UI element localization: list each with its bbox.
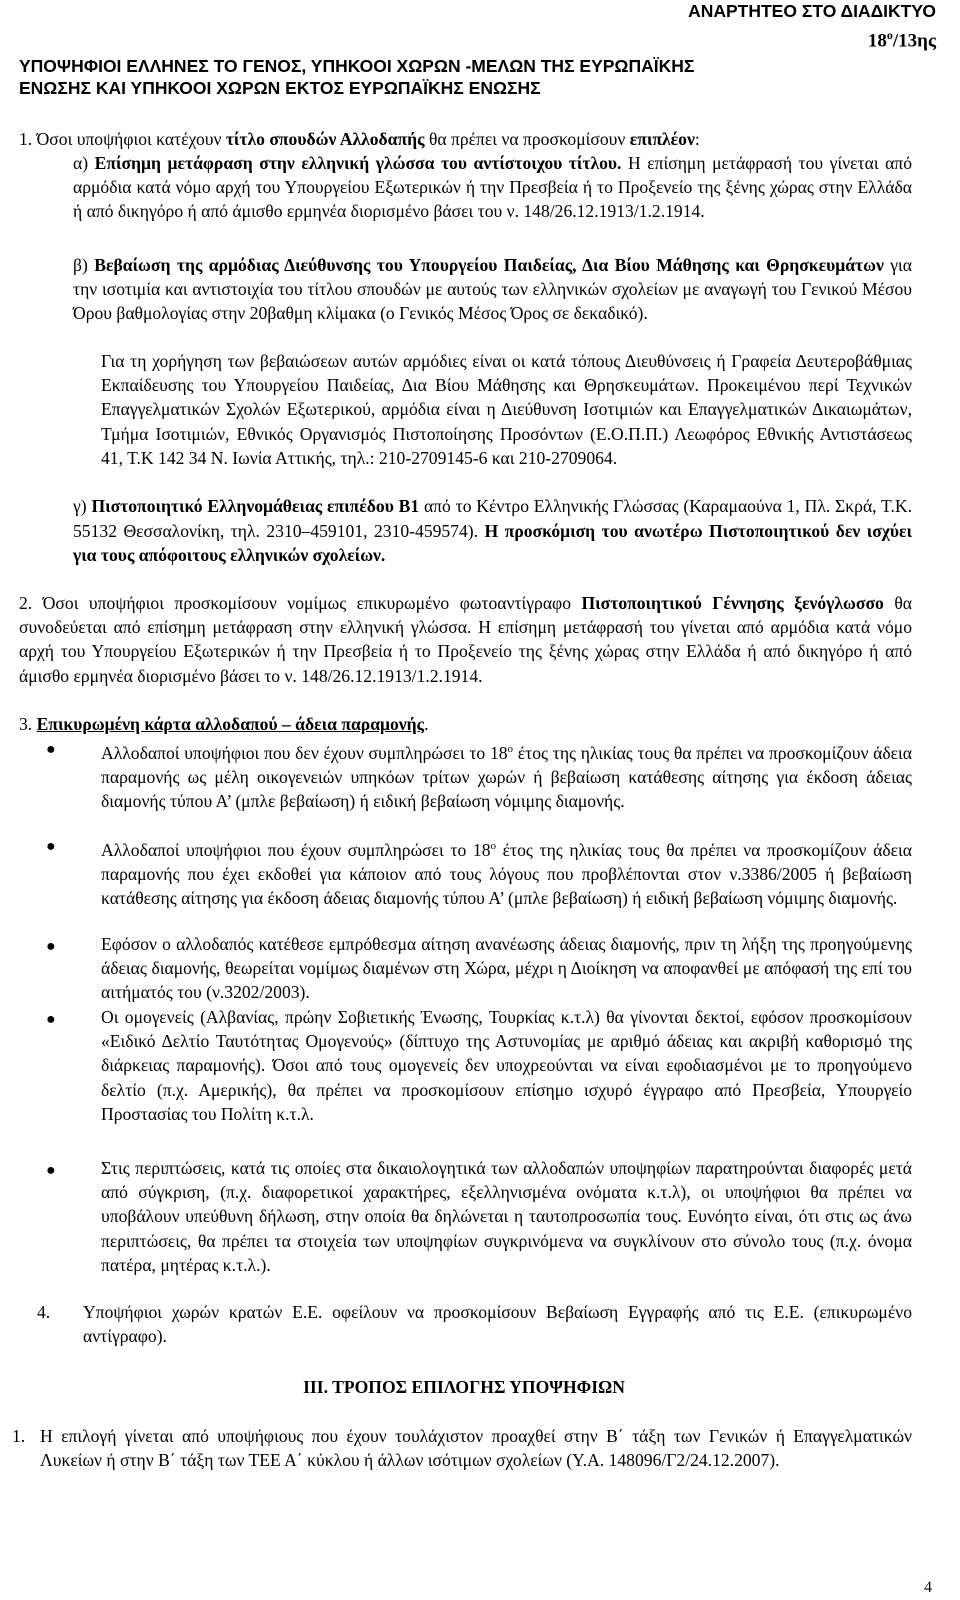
item1-intro: 1. Όσοι υποψήφιοι κατέχουν τίτλο σπουδών Αλλοδαπής θα πρέπει να προσκομίσουν επιπλέον: [19,129,700,149]
item1-paragraph-b: β) Βεβαίωση της αρμόδιας Διεύθυνσης του Υπουργείου Παιδείας, Δια Βίου Μάθησης και Θρησκευμάτων για την ισοτιμία και αντιστοιχία του τίτλου σπουδών με αυτούς των ελληνικών σχολείων με αναγωγή του Γενικού Μέσου Όρου βαθμολογίας στην 20βαθμη κλίμακα (ο Γενικός Μέσος Όρος σε δεκαδικό). [73,255,912,323]
section-title: ΙΙΙ. ΤΡΟΠΟΣ ΕΠΙΛΟΓΗΣ ΥΠΟΨΗΦΙΩΝ [303,1377,625,1397]
session-date: $18^o/13\eta\varsigma$ [867,28,936,52]
bullet-icon: ● [46,938,56,955]
item3-bullet-3: Εφόσον ο αλλοδαπός κατέθεσε εμπρόθεσμα αίτηση ανανέωσης άδειας διαμονής, πριν τη λήξη της προηγούμενης άδειας διαμονής, θεωρείται νομίμως διαμένων στη Χώρα, μέχρι η Διοίκηση να αποφανθεί με απόφασή της επί του αιτήματός του (ν.3202/2003). [101,934,912,1003]
page-title-line2: ΕΝΩΣΗΣ ΚΑΙ ΥΠΗΚΟΟΙ ΧΩΡΩΝ ΕΚΤΟΣ ΕΥΡΩΠΑΪΚΗΣ ΕΝΩΣΗΣ [19,78,541,98]
page-number: 4 [924,1579,932,1596]
item3-bullet-1: Αλλοδαποί υποψήφιοι που δεν έχουν συμπληρώσει το $18^o$ έτος της ηλικίας τους θα πρέπει να προσκομίζουν άδεια παραμονής ως μέλη οικογενειών υπηκόων τρίτων χωρών ή βεβαίωση κατάθεσης αίτησης για έκδοση άδειας διαμονής τύπου Α’ (μπλε βεβαίωση) ή ειδική βεβαίωση νόμιμης διαμονής. [101,742,913,812]
item3-heading: 3. Επικυρωμένη κάρτα αλλοδαπού – άδεια παραμονής. [19,714,429,734]
bullet-icon: ● [46,838,56,855]
bullet-icon: ● [46,1011,56,1028]
page-title [19,55,939,99]
item1-paragraph-c: γ) Πιστοποιητικό Ελληνομάθειας επιπέδου Β1 από το Κέντρο Ελληνικής Γλώσσας (Καραμαούνα 1, Πλ. Σκρά, Τ.Κ. 55132 Θεσσαλονίκη, τηλ. 2310–459101, 2310-459574). Η προσκόμιση του ανωτέρω Πιστοποιητικού δεν ισχύει για τους απόφοιτους ελληνικών σχολείων. [73,496,913,565]
bullet-icon: ● [46,741,56,758]
item3-bullet-5: Στις περιπτώσεις, κατά τις οποίες στα δικαιολογητικά των αλλοδαπών υποψηφίων παρατηρούνται διαφορές μετά από σύγκριση, (π.χ. διαφορετικοί χαρακτήρες, εξελληνισμένα ονόματα κ.τ.λ), οι υποψήφιοι θα πρέπει να υποβάλουν υπεύθυνη δήλωση, στην οποία θα δηλώνεται η ταυτοπροσωπία τους. Ευνόητο είναι, ότι στις ως άνω περιπτώσεις, θα πρέπει τα στοιχεία των υποψηφίων συγκρινόμενα να συγκλίνουν στο σύνολο τους (π.χ. όνομα πατέρα, μητέρας κ.τ.λ.). [101,1158,912,1275]
item1-paragraph-a: α) Επίσημη μετάφραση στην ελληνική γλώσσα του αντίστοιχου τίτλου. Η επίσημη μετάφρασή του γίνεται από αρμόδια κατά νόμο αρχή του Υπουργείου Εξωτερικών ή την Πρεσβεία ή το Προξενείο της ξένης χώρας στην Ελλάδα ή από δικηγόρο ή από άμισθο ερμηνέα διορισμένο βάσει του ν. 148/26.12.1913/1.2.1914. [73,153,912,222]
item3-bullet-4: Οι ομογενείς (Αλβανίας, πρώην Σοβιετικής Ένωσης, Τουρκίας κ.τ.λ) θα γίνονται δεκτοί, εφόσον προσκομίσουν «Ειδικό Δελτίο Ταυτότητας Ομογενούς» (δίπτυχο της Αστυνομίας με αριθμό άδειας και ακριβή καθορισμό της διάρκειας παραμονής). Όσοι από τους ομογενείς δεν υποχρεούνται να είναι εφοδιασμένοι με το προηγούμενο δελτίο (π.χ. Αμερικής), θα πρέπει να προσκομίσουν επίσημο ισχυρό έγγραφο από Πρεσβεία, Υπουργείο Προστασίας του Πολίτη κ.τ.λ. [101,1007,912,1124]
item4-paragraph: Υποψήφιοι χωρών κρατών Ε.Ε. οφείλουν να προσκομίσουν Βεβαίωση Εγγραφής από τις Ε.Ε. (επικυρωμένο αντίγραφο). [83,1302,912,1347]
item4-number: 4. [37,1302,51,1322]
posted-online-label: ΑΝΑΡΤΗΤΕΟ ΣΤΟ ΔΙΑΔΙΚΤΥΟ [688,1,936,21]
item3-bullet-2: Αλλοδαποί υποψήφιοι που έχουν συμπληρώσει το $18^o$ έτος της ηλικίας τους θα πρέπει να προσκομίζουν άδεια παραμονής που έχει εκδοθεί για κάποιον από τους λόγους που προβλέπονται στον ν.3386/2005 ή βεβαίωση κατάθεσης αίτησης για έκδοση άδειας διαμονής τύπου Α’ (μπλε βεβαίωση) ή ειδική βεβαίωση νόμιμης διαμονής. [101,839,912,909]
page-title-line1: ΥΠΟΨΗΦΙΟΙ ΕΛΛΗΝΕΣ ΤΟ ΓΕΝΟΣ, ΥΠΗΚΟΟΙ ΧΩΡΩΝ -ΜΕΛΩΝ ΤΗΣ ΕΥΡΩΠΑΪΚΗΣ [19,56,695,76]
item2-paragraph: 2. Όσοι υποψήφιοι προσκομίσουν νομίμως επικυρωμένο φωτοαντίγραφο Πιστοποιητικού Γέννησης ξενόγλωσσο θα συνοδεύεται από επίσημη μετάφραση στην ελληνική γλώσσα. Η επίσημη μετάφρασή του γίνεται από αρμόδια κατά νόμο αρχή του Υπουργείου Εξωτερικών ή την Πρεσβεία ή το Προξενείο της ξένης χώρας στην Ελλάδα ή από δικηγόρο ή από άμισθο ερμηνέα διορισμένο βάσει το ν. 148/26.12.1913/1.2.1914. [19,593,913,686]
item1-paragraph-b-authorities: Για τη χορήγηση των βεβαιώσεων αυτών αρμόδιες είναι οι κατά τόπους Διευθύνσεις ή Γραφεία Δευτεροβάθμιας Εκπαίδευσης του Υπουργείου Παιδείας, Δια Βίου Μάθησης και Θρησκευμάτων. Προκειμένου περί Τεχνικών Επαγγελματικών Σχολών Εξωτερικού, αρμόδια είναι η Διεύθυνση Ισοτιμιών και Επαγγελματικών Δικαιωμάτων, Τμήμα Ισοτιμιών, Εθνικός Οργανισμός Πιστοποίησης Προσόντων (Ε.Ο.Π.Π.) Λεωφόρος Εθνικής Αντιστάσεως 41, Τ.Κ 142 34 Ν. Ιωνία Αττικής, τηλ.: 210-2709145-6 και 210-2709064. [101,351,912,468]
section3-item-number: 1. [12,1426,26,1446]
bullet-icon: ● [46,1162,56,1179]
section3-paragraph: Η επιλογή γίνεται από υποψήφιους που έχουν τουλάχιστον προαχθεί στην Β΄ τάξη των Γενικών ή Επαγγελματικών Λυκείων ή στην Β΄ τάξη των ΤΕΕ Α΄ κύκλου ή άλλων ισότιμων σχολείων (Υ.Α. 148096/Γ2/24.12.2007). [40,1426,912,1471]
